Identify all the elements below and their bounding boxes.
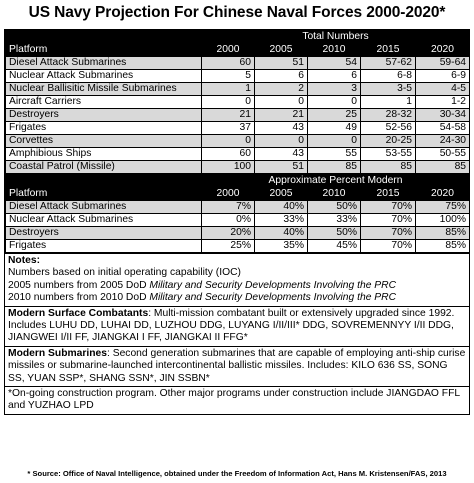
modern-submarines-heading: Modern Submarines xyxy=(8,347,107,359)
surface-combatants-heading: Modern Surface Combatants xyxy=(8,307,149,319)
projection-table-frame xyxy=(4,29,470,415)
platform-name: Aircraft Carriers xyxy=(6,96,202,109)
value-cell: 85 xyxy=(361,161,416,174)
platform-name: Frigates xyxy=(6,122,202,135)
source-credit: * Source: Office of Naval Intelligence, obtained under the Freedom of Information Act, Hans M. Kristensen/FAS, 2013 xyxy=(27,469,447,478)
value-cell: 0 xyxy=(255,135,308,148)
year-header: 2020 xyxy=(416,188,470,201)
value-cell: 0 xyxy=(202,96,255,109)
percent-modern-group-header-row xyxy=(6,175,470,188)
platform-name: Corvettes xyxy=(6,135,202,148)
platform-name: Nuclear Ballisitic Missile Submarines xyxy=(6,83,202,96)
platform-name: Amphibious Ships xyxy=(6,148,202,161)
value-cell: 0 xyxy=(308,135,361,148)
total-numbers-row xyxy=(6,57,470,70)
value-cell: 30-34 xyxy=(416,109,470,122)
total-numbers-row xyxy=(6,109,470,122)
total-numbers-row xyxy=(6,122,470,135)
percent-modern-table xyxy=(5,174,470,253)
value-cell: 100% xyxy=(416,214,470,227)
value-cell: 85% xyxy=(416,240,470,253)
year-header: 2010 xyxy=(308,44,361,57)
value-cell: 0 xyxy=(202,135,255,148)
percent-modern-row xyxy=(6,214,470,227)
construction-footnote: *On-going construction program. Other major programs under construction include JIANGDAO FFL and YUZHAO LPD xyxy=(5,386,469,414)
note-text: 2010 numbers from 2010 DoD xyxy=(8,292,150,304)
value-cell: 40% xyxy=(255,201,308,214)
value-cell: 6 xyxy=(255,70,308,83)
percent-modern-header: Approximate Percent Modern xyxy=(202,175,470,188)
value-cell: 70% xyxy=(361,201,416,214)
platform-name: Diesel Attack Submarines xyxy=(6,201,202,214)
value-cell: 70% xyxy=(361,227,416,240)
value-cell: 2 xyxy=(255,83,308,96)
note-text: 2005 numbers from 2005 DoD xyxy=(8,279,150,291)
percent-modern-row xyxy=(6,240,470,253)
note-report-title: Military and Security Developments Involving the PRC xyxy=(149,279,397,291)
value-cell: 33% xyxy=(255,214,308,227)
value-cell: 1 xyxy=(202,83,255,96)
platform-name: Nuclear Attack Submarines xyxy=(6,214,202,227)
year-header: 2010 xyxy=(308,188,361,201)
value-cell: 60 xyxy=(202,57,255,70)
percent-modern-row xyxy=(6,201,470,214)
value-cell: 70% xyxy=(361,240,416,253)
year-header: 2015 xyxy=(361,44,416,57)
value-cell: 6-9 xyxy=(416,70,470,83)
note-line: Numbers based on initial operating capability (IOC) xyxy=(8,267,241,279)
value-cell: 4-5 xyxy=(416,83,470,96)
value-cell: 50-55 xyxy=(416,148,470,161)
value-cell: 40% xyxy=(255,227,308,240)
year-header: 2015 xyxy=(361,188,416,201)
value-cell: 21 xyxy=(202,109,255,122)
page-title: US Navy Projection For Chinese Naval Forces 2000-2020* xyxy=(28,4,446,21)
notes-block xyxy=(5,253,469,306)
value-cell: 85 xyxy=(308,161,361,174)
value-cell: 0 xyxy=(255,96,308,109)
value-cell: 43 xyxy=(255,148,308,161)
year-header: 2000 xyxy=(202,44,255,57)
total-numbers-row xyxy=(6,161,470,174)
value-cell: 59-64 xyxy=(416,57,470,70)
value-cell: 21 xyxy=(255,109,308,122)
value-cell: 51 xyxy=(255,161,308,174)
year-header: 2000 xyxy=(202,188,255,201)
value-cell: 1 xyxy=(361,96,416,109)
value-cell: 28-32 xyxy=(361,109,416,122)
value-cell: 33% xyxy=(308,214,361,227)
year-header: 2005 xyxy=(255,188,308,201)
value-cell: 43 xyxy=(255,122,308,135)
total-numbers-row xyxy=(6,96,470,109)
total-numbers-row xyxy=(6,148,470,161)
value-cell: 50% xyxy=(308,201,361,214)
value-cell: 6-8 xyxy=(361,70,416,83)
value-cell: 75% xyxy=(416,201,470,214)
value-cell: 3 xyxy=(308,83,361,96)
value-cell: 54 xyxy=(308,57,361,70)
value-cell: 49 xyxy=(308,122,361,135)
value-cell: 35% xyxy=(255,240,308,253)
platform-name: Destroyers xyxy=(6,109,202,122)
value-cell: 0% xyxy=(202,214,255,227)
value-cell: 85 xyxy=(416,161,470,174)
value-cell: 70% xyxy=(361,214,416,227)
value-cell: 0 xyxy=(308,96,361,109)
platform-column-header: Platform xyxy=(6,44,202,57)
total-numbers-group-header-row xyxy=(6,31,470,44)
total-numbers-row xyxy=(6,70,470,83)
value-cell: 51 xyxy=(255,57,308,70)
value-cell: 60 xyxy=(202,148,255,161)
note-report-title: Military and Security Developments Involving the PRC xyxy=(149,292,397,304)
platform-name: Diesel Attack Submarines xyxy=(6,57,202,70)
platform-column-header: Platform xyxy=(6,188,202,201)
notes-heading: Notes: xyxy=(8,255,41,266)
platform-name: Frigates xyxy=(6,240,202,253)
total-numbers-header: Total Numbers xyxy=(202,31,470,44)
total-numbers-year-header-row xyxy=(6,44,470,57)
value-cell: 7% xyxy=(202,201,255,214)
value-cell: 52-56 xyxy=(361,122,416,135)
total-numbers-table xyxy=(5,30,470,174)
value-cell: 5 xyxy=(202,70,255,83)
percent-modern-row xyxy=(6,227,470,240)
value-cell: 100 xyxy=(202,161,255,174)
percent-modern-year-header-row xyxy=(6,188,470,201)
value-cell: 1-2 xyxy=(416,96,470,109)
value-cell: 25 xyxy=(308,109,361,122)
total-numbers-row xyxy=(6,83,470,96)
surface-combatants-text: : Multi-mission combatant built or extensively upgraded since 1992. Includes LUHU DD, LUHAI DD, LUZHOU DDG, LUYANG I/II/III* DDG, SOVREMENNYY I/II DDG, JIANGWEI I/II FF, JIANGKAI I FF, JIANGKAI II FFG* xyxy=(8,307,455,344)
modern-submarines-definition xyxy=(5,346,469,386)
year-header: 2020 xyxy=(416,44,470,57)
value-cell: 50% xyxy=(308,227,361,240)
platform-name: Destroyers xyxy=(6,227,202,240)
surface-combatants-definition xyxy=(5,306,469,346)
modern-submarines-text: : Second generation submarines that are capable of employing anti-ship curise missiles or submarine-launched intercontinental ballistic missiles. Includes: KILO 636 SS, SONG SS, YUAN SSP*, SHANG SSN*, JIN SSBN* xyxy=(8,347,466,384)
total-numbers-row xyxy=(6,135,470,148)
value-cell: 45% xyxy=(308,240,361,253)
value-cell: 20-25 xyxy=(361,135,416,148)
value-cell: 3-5 xyxy=(361,83,416,96)
note-line xyxy=(8,292,466,304)
value-cell: 25% xyxy=(202,240,255,253)
platform-name: Nuclear Attack Submarines xyxy=(6,70,202,83)
note-line xyxy=(8,280,466,292)
value-cell: 85% xyxy=(416,227,470,240)
value-cell: 37 xyxy=(202,122,255,135)
value-cell: 55 xyxy=(308,148,361,161)
value-cell: 24-30 xyxy=(416,135,470,148)
value-cell: 20% xyxy=(202,227,255,240)
value-cell: 53-55 xyxy=(361,148,416,161)
platform-name: Coastal Patrol (Missile) xyxy=(6,161,202,174)
year-header: 2005 xyxy=(255,44,308,57)
value-cell: 54-58 xyxy=(416,122,470,135)
value-cell: 57-62 xyxy=(361,57,416,70)
value-cell: 6 xyxy=(308,70,361,83)
